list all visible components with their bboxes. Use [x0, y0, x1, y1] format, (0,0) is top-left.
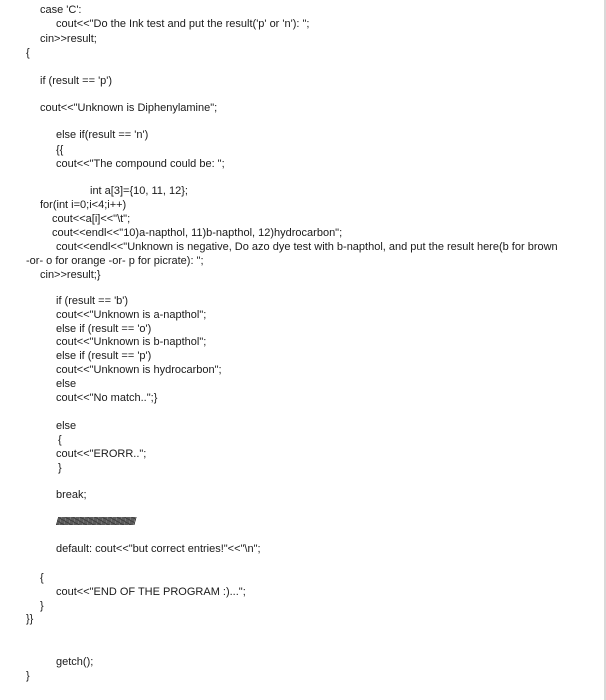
code-line: cout<<a[i]<<"\t"; [52, 213, 131, 225]
code-line: else [56, 420, 77, 432]
code-line: default: cout<<"but correct entries!"<<"\n"; [56, 543, 261, 555]
code-line: else if(result == 'n') [56, 129, 149, 141]
code-line: cout<<"Unknown is Diphenylamine"; [40, 102, 218, 114]
code-line: getch(); [56, 656, 94, 668]
code-line: cout<<"Do the Ink test and put the result('p' or 'n'): "; [56, 18, 310, 30]
code-line: { [26, 47, 30, 59]
code-line: int a[3]={10, 11, 12}; [90, 185, 188, 197]
code-line: else if (result == 'p') [56, 350, 152, 362]
code-line: cout<<"Unknown is a-napthol"; [56, 309, 207, 321]
code-line: }} [26, 613, 34, 625]
code-line: case 'C': [40, 4, 82, 16]
code-line: cout<<"ERORR.."; [56, 448, 147, 460]
code-line: cin>>result; [40, 33, 97, 45]
code-line: else if (result == 'o') [56, 323, 152, 335]
code-line: {{ [56, 144, 64, 156]
code-line: cout<<"The compound could be: "; [56, 158, 225, 170]
code-line: } [40, 600, 44, 612]
code-line: cout<<endl<<"Unknown is negative, Do azo dye test with b-napthol, and put the result here(b for brown [56, 241, 558, 253]
comment-divider: //////////////////////////////////////////////////////////////////// [56, 516, 135, 528]
code-line: cout<<"Unknown is b-napthol"; [56, 336, 207, 348]
code-line: else [56, 378, 77, 390]
code-line: -or- o for orange -or- p for picrate): "; [26, 255, 204, 267]
code-line: for(int i=0;i<4;i++) [40, 199, 127, 211]
code-line: cout<<"No match..";} [56, 392, 158, 404]
code-line: } [58, 462, 62, 474]
code-line: } [26, 670, 30, 682]
code-line: { [58, 434, 62, 446]
code-line: cin>>result;} [40, 269, 101, 281]
code-line: cout<<endl<<"10)a-napthol, 11)b-napthol, 12)hydrocarbon"; [52, 227, 343, 239]
code-line: break; [56, 489, 87, 501]
code-line: cout<<"END OF THE PROGRAM :)..."; [56, 586, 246, 598]
code-line: if (result == 'b') [56, 295, 129, 307]
code-line: cout<<"Unknown is hydrocarbon"; [56, 364, 222, 376]
code-line: if (result == 'p') [40, 75, 113, 87]
code-line: { [40, 572, 44, 584]
